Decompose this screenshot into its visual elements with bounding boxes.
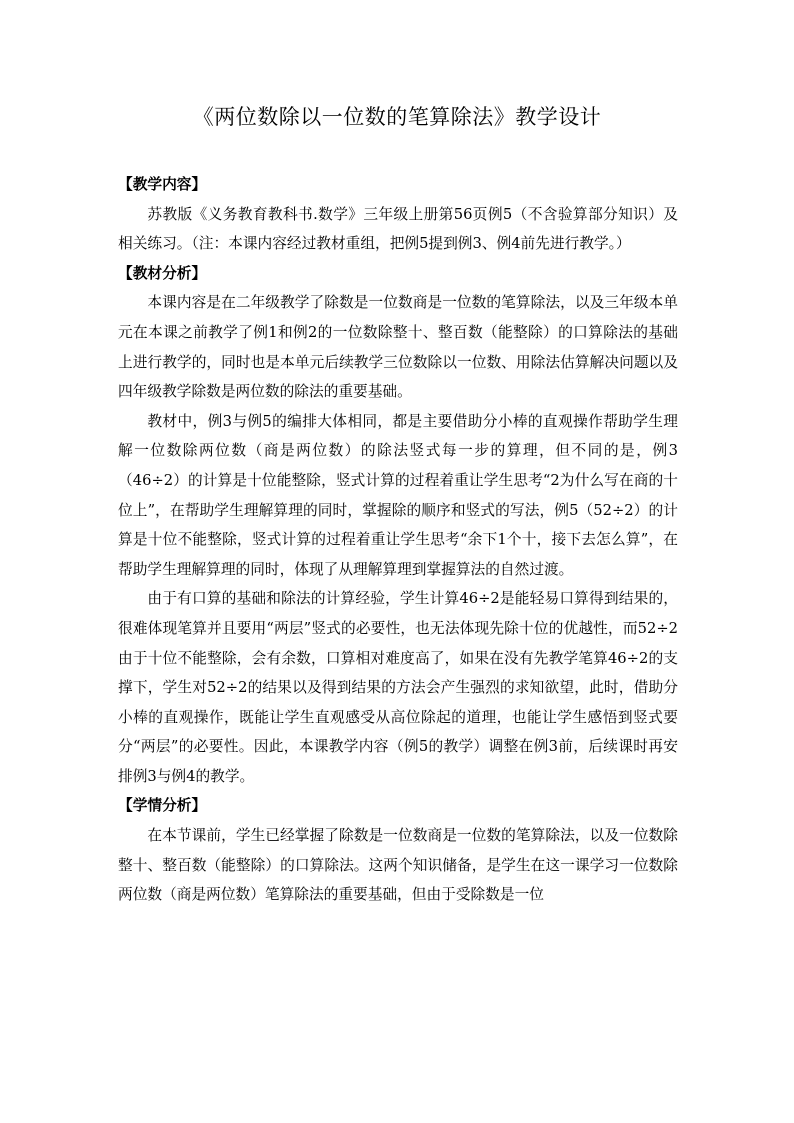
textbook-analysis-paragraph-2: 教材中，例3与例5的编排大体相同，都是主要借助分小棒的直观操作帮助学生理解一位数除两位数（商是两位数）的除法竖式每一步的算理，但不同的是，例3（46÷2）的计算是十位能整除，竖式计算的过程着重让学生思考“2为什么写在商的十位上”，在帮助学生理解算理的同时，掌握除的顺序和竖式的写法，例5（52÷2）的计算是十位不能整除，竖式计算的过程着重让学生思考“余下1个十，接下去怎么算”，在帮助学生理解算理的同时，体现了从理解算理到掌握算法的自然过渡。	[118, 412, 678, 578]
teaching-content-paragraph: 苏教版《义务教育教科书.数学》三年级上册第56页例5（不含验算部分知识）及相关练习。（注：本课内容经过教材重组，把例5提到例3、例4前先进行教学。）	[118, 205, 678, 253]
section-heading-textbook-analysis: 【教材分析】	[118, 264, 207, 282]
document-body	[118, 170, 678, 910]
section-heading-teaching-content: 【教学内容】	[118, 176, 207, 193]
document-title: 《两位数除以一位数的笔算除法》教学设计	[192, 105, 602, 129]
student-analysis-paragraph: 在本节课前，学生已经掌握了除数是一位数商是一位数的笔算除法，以及一位数除整十、整百数（能整除）的口算除法。这两个知识储备，是学生在这一课学习一位数除两位数（商是两位数）笔算除法的重要基础，但由于受除数是一位	[118, 827, 678, 904]
section-heading-student-analysis: 【学情分析】	[118, 797, 207, 815]
textbook-analysis-paragraph-1: 本课内容是在二年级教学了除数是一位数商是一位数的笔算除法，以及三年级本单元在本课之前教学了例1和例2的一位数除整十、整百数（能整除）的口算除法的基础上进行教学的，同时也是本单元后续教学三位数除以一位数、用除法估算解决问题以及四年级教学除数是两位数的除法的重要基础。	[118, 294, 678, 401]
textbook-analysis-paragraph-3: 由于有口算的基础和除法的计算经验，学生计算46÷2是能轻易口算得到结果的，很难体现笔算并且要用“两层”竖式的必要性，也无法体现先除十位的优越性，而52÷2由于十位不能整除，会有余数，口算相对难度高了，如果在没有先教学笔算46÷2的支撑下，学生对52÷2的结果以及得到结果的方法会产生强烈的求知欲望，此时，借助分小棒的直观操作，既能让学生直观感受从高位除起的道理，也能让学生感悟到竖式要分“两层”的必要性。因此，本课教学内容（例5的教学）调整在例3前，后续课时再安排例3与例4的教学。	[118, 590, 678, 785]
